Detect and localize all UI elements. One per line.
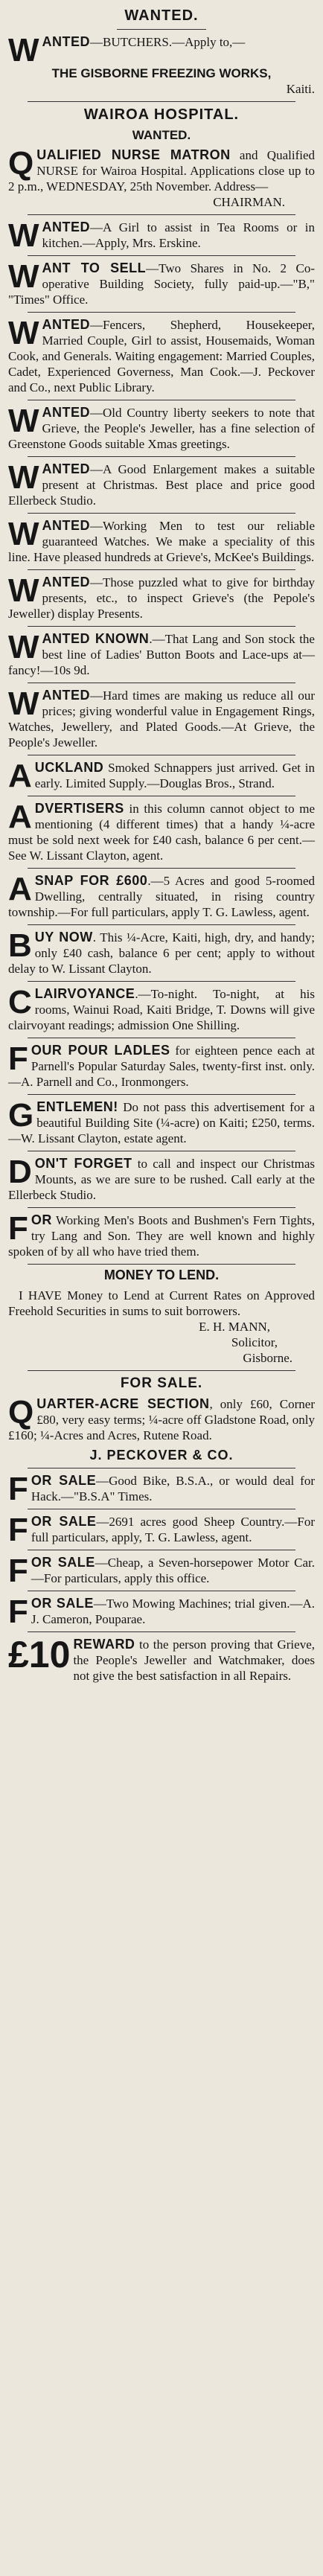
ad-signature: CHAIRMAN. [213,195,285,209]
ad-text: —Fencers, Shepherd, Housekeeper, Married Couple, Girl to assist, Housemaids, Woman Cook, and Generals. Waiting engagement: Married Couples, Cadet, Experienced Governess, Man Cook.—J. Peckover and Co., next Public Library. [8,318,315,394]
ad-text: , only £60, Corner £80, very easy terms; ¼-acre off Gladstone Road, only £160; ¼-Acres and Acres, Rutene Road. [8,1397,315,1442]
ad-text: in this column cannot object to me mentioning (4 different times) that a handy ¼-acre must be sold next week for £40 cash, balance 6 per cent.—See W. Lissant Clayton, agent. [8,802,315,863]
drop-cap: W [8,258,39,295]
ad-text: .—That Lang and Son stock the best line of Ladies' Button Boots and Lace-ups at—fancy!—10s 9d. [8,632,315,677]
ad-mowing [8,1594,315,1630]
drop-cap: F [8,1471,28,1507]
drop-cap: W [8,403,39,439]
ad-girl-tearooms [8,217,315,254]
ad-text: . This ¼-Acre, Kaiti, high, dry, and handy; only £40 cash, balance 6 per cent; apply to without delay to W. Lissant Clayton. [8,930,315,976]
ad-want-to-sell [8,258,316,307]
ad-bike [8,1471,315,1507]
ad-keyword: OR SALE [31,1473,97,1488]
drop-cap: W [8,32,39,68]
drop-cap: W [8,516,39,552]
ad-quarter-acre [8,1396,315,1463]
drop-cap: C [8,984,32,1020]
section-heading-money: MONEY TO LEND. [103,1268,220,1282]
ad-motor-car [8,1553,315,1589]
ad-signature-title: Solicitor, [231,1335,278,1349]
ad-keyword: OR SALE [31,1596,94,1611]
ad-keyword: ANTED [42,317,91,332]
drop-cap: F [8,1041,28,1077]
divider [28,626,295,627]
section-heading-hospital: WAIROA HOSPITAL. [83,106,240,123]
ad-keyword: ANT TO SELL [42,261,147,275]
ad-text: —2691 acres good Sheep Country.—For full particulars, apply, T. G. Lawless, agent. [31,1515,315,1544]
ad-snap [8,873,315,920]
section-subheading-wanted: WANTED. [132,128,191,142]
ad-keyword: SNAP FOR £600 [34,873,148,888]
ad-text: —Cheap, a Seven-horsepower Motor Car.—For particulars, apply this office. [31,1556,315,1585]
drop-cap: £10 [8,1634,71,1675]
divider [28,1631,295,1632]
ad-keyword: ANTED [42,518,91,533]
divider [28,981,295,982]
ad-signature-name: E. H. MANN, [199,1320,270,1334]
ad-text: to call and inspect our Christmas Mounts, as we are sure to be rushed. Call early at the Ellerbeck Studio. [8,1157,315,1202]
section-heading-for-sale: FOR SALE. [120,1375,203,1391]
drop-cap: A [8,871,32,907]
drop-cap: W [8,685,39,722]
ad-boots [8,1212,315,1259]
divider [28,513,295,514]
ad-reward [8,1634,315,1684]
ad-text: for eighteen pence each at Parnell's Popular Saturday Sales, twenty-first inst. only.—A. Parnell and Co., Ironmongers. [8,1043,315,1089]
newspaper-column [5,0,318,1691]
ad-keyword: REWARD [73,1637,135,1652]
ad-text: I HAVE Money to Lend at Current Rates on Approved Freehold Securities in sums to suit borrowers. [8,1288,315,1318]
drop-cap: Q [8,1394,34,1431]
divider [28,1370,295,1371]
ad-text: —Working Men to test our reliable guaranteed Watches. We make a speciality of this line. Have pleased hundreds at Grieve's, McKee's Buildings. [8,519,315,564]
divider [28,569,295,570]
ad-text: .—To-night. To-night, at his rooms, Wainui Road, Kaiti Bridge, T. Downs will give clairvoyant readings; admission One Shilling. [8,987,315,1032]
ad-auckland [8,758,316,794]
ad-text: Working Men's Boots and Bushmen's Fern Tights, try Lang and Son. They are well known and highly spoken of by all who have tried them. [8,1213,315,1259]
ad-keyword: UALIFIED NURSE MATRON [36,147,231,162]
ad-keyword: OUR POUR LADLES [31,1043,170,1058]
ad-keyword: ANTED [42,688,91,703]
divider [28,101,295,102]
ad-keyword: UCKLAND [34,760,104,775]
ad-keyword: OR [31,1212,52,1227]
ad-butchers [8,34,315,97]
ad-clairvoyance [8,986,315,1033]
ad-text: Do not pass this advertisement for a beautiful Building Site (¼-acre) on Kaiti; £250, terms.—W. Lissant Clayton, estate agent. [8,1100,316,1145]
drop-cap: A [8,758,32,794]
drop-cap: D [8,1154,32,1190]
ad-keyword: UY NOW [34,930,93,945]
ad-text: and Qualified NURSE for Wairoa Hospital. Applications close up to 2 p.m., WEDNESDAY, 25th November. Address— [8,148,316,194]
ad-keyword: ANTED [42,220,91,234]
ad-text: .—5 Acres and good 5-roomed Dwelling, centrally situated, in rising country township.—For full particulars, apply T. G. Lawless, agent. [8,874,315,919]
ad-signature: J. PECKOVER & CO. [89,1448,234,1463]
drop-cap: F [8,1594,28,1630]
ad-puzzled [8,572,315,621]
drop-cap: W [8,315,39,351]
divider [28,1094,295,1095]
ad-location: Kaiti. [286,82,315,96]
drop-cap: A [8,799,32,835]
ad-known [8,631,315,678]
drop-cap: W [8,217,39,254]
divider [28,312,295,313]
ad-text: —BUTCHERS.—Apply to,— [90,35,246,49]
ad-keyword: ENTLEMEN! [36,1099,118,1114]
ad-keyword: OR SALE [31,1514,97,1529]
ad-fencers [8,317,315,395]
drop-cap: F [8,1210,28,1247]
divider [28,255,295,256]
ad-keyword: OR SALE [31,1555,95,1570]
ad-hard-times [8,685,315,750]
ad-ladles [8,1043,315,1090]
ad-2691-acres [8,1512,315,1548]
ad-text: —Two Shares in No. 2 Co-operative Building Society, fully paid-up.—"B," "Times" Office. [8,261,316,307]
ad-text: —Those puzzled what to give for birthday presents, etc., to inspect Grieve's (the Pepole's Jeweller) display Presents. [8,575,315,621]
ad-gentlemen [8,1099,315,1146]
drop-cap: Q [8,145,34,182]
divider [28,1207,295,1208]
drop-cap: W [8,629,39,665]
ad-text: —Good Bike, B.S.A., or would deal for Hack.—"B.S.A" Times. [31,1474,315,1503]
ad-keyword: LAIRVOYANCE [34,986,135,1001]
ad-keyword: ANTED [42,405,91,420]
ad-dont-forget [8,1156,315,1203]
ad-text: to the person proving that Grieve, the People's Jeweller and Watchmaker, does not give the best satisfaction in all Repairs. [73,1637,315,1683]
drop-cap: W [8,459,39,496]
ad-text: —Two Mowing Machines; trial given.—A. J. Cameron, Pouparae. [31,1597,315,1626]
section-heading-wanted: WANTED. [124,7,199,24]
divider [28,1264,295,1265]
ad-working-men [8,518,315,565]
ad-keyword: ANTED KNOWN [42,631,150,646]
ad-text: —Old Country liberty seekers to note that Grieve, the People's Jeweller, has a fine selection of Greenstone Goods suitable Xmas greetings. [8,406,315,451]
divider [117,29,206,30]
ad-text: —Hard times are making us reduce all our prices; giving wonderful value in Engagement Rings, Watches, Jewellery, and Plated Goods.—At Grieve, the People's Jeweller. [8,688,315,750]
ad-keyword: UARTER-ACRE SECTION [36,1396,210,1411]
divider [28,456,295,457]
ad-buy-now [8,927,315,977]
drop-cap: W [8,572,39,609]
ad-money-to-lend [8,1288,315,1366]
ad-text: —A Girl to assist in Tea Rooms or in kitchen.—Apply, Mrs. Erskine. [42,220,315,250]
ad-enlargement [8,461,315,508]
ad-signature-place: Gisborne. [243,1351,292,1365]
ad-text: Smoked Schnappers just arrived. Get in early. Limited Supply.—Douglas Bros., Strand. [34,761,316,790]
ad-keyword: ANTED [42,575,91,589]
drop-cap: F [8,1512,28,1548]
drop-cap: B [8,927,32,964]
ad-nurse [8,147,315,210]
divider [28,214,295,215]
ad-text: —A Good Enlargement makes a suitable present at Christmas. Best place and price good Ellerbeck Studio. [8,462,315,508]
ad-keyword: DVERTISERS [34,801,124,816]
ad-keyword: ON'T FORGET [34,1156,132,1171]
drop-cap: F [8,1553,28,1589]
ad-advertisers [8,801,315,863]
ad-keyword: ANTED [42,461,91,476]
drop-cap: G [8,1097,34,1134]
divider [28,924,295,925]
ad-advertiser: THE GISBORNE FREEZING WORKS, [51,66,272,80]
ad-keyword: ANTED [42,34,91,49]
ad-old-country [8,405,315,452]
divider [28,868,295,869]
